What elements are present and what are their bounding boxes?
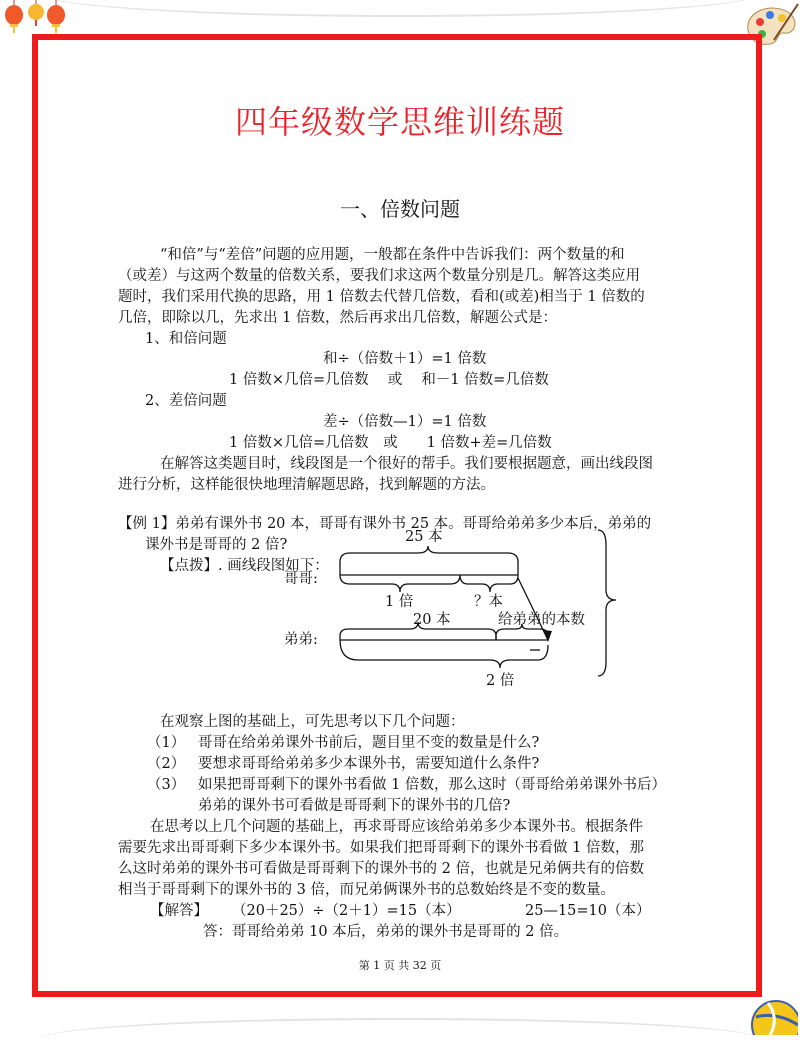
intro-line-4: 几倍，即除以几，先求出 1 倍数，然后再求出几倍数，解题公式是： bbox=[118, 310, 557, 326]
label-20-ben: 20 本 bbox=[413, 612, 451, 628]
intro-line-1: “和倍”与“差倍”问题的应用题，一般都在条件中告诉我们：两个数量的和 bbox=[160, 247, 625, 263]
question-1-text: 哥哥在给弟弟课外书前后，题目里不变的数量是什么? bbox=[198, 735, 540, 751]
method-line-2: 进行分析，这样能很快地理清解题思路，找到解题的方法。 bbox=[118, 477, 495, 493]
section-title: 一、倍数问题 bbox=[340, 197, 460, 221]
brace-question bbox=[460, 575, 518, 592]
brace-two-times bbox=[340, 640, 548, 668]
label-younger: 弟弟: bbox=[284, 632, 318, 648]
question-2-text: 要想求哥哥给弟弟多少本课外书，需要知道什么条件? bbox=[198, 756, 540, 772]
brace-one-times bbox=[340, 575, 460, 592]
answer-calc-2: 25—15=10（本） bbox=[525, 903, 651, 919]
label-gift: 给弟弟的本数 bbox=[498, 612, 585, 628]
label-brother: 哥哥: bbox=[284, 571, 318, 587]
sum-formula-2: 1 倍数×几倍=几倍数 或 和－1 倍数=几倍数 bbox=[229, 372, 549, 388]
analysis-line-4: 相当于哥哥剩下的课外书的 3 倍，而兄弟俩课外书的总数始终是不变的数量。 bbox=[118, 882, 615, 898]
question-2-num: （2） bbox=[147, 756, 186, 772]
analysis-line-1: 在思考以上几个问题的基础上，再求哥哥应该给弟弟多少本课外书。根据条件 bbox=[150, 819, 643, 835]
example-line-1: 【例 1】弟弟有课外书 20 本，哥哥有课外书 25 本。哥哥给弟弟多少本后，弟弟的 bbox=[118, 516, 652, 532]
question-3-text: 如果把哥哥剩下的课外书看做 1 倍数，那么这时（哥哥给弟弟课外书后） bbox=[198, 777, 666, 793]
right-big-brace bbox=[598, 530, 616, 676]
analysis-line-2: 需要先求出哥哥剩下多少本课外书。如果我们把哥哥剩下的课外书看做 1 倍数，那 bbox=[118, 840, 644, 856]
intro-line-3: 题时，我们采用代换的思路，用 1 倍数去代替几倍数，看和(或差)相当于 1 倍数的 bbox=[118, 289, 645, 305]
label-25-ben: 25 本 bbox=[405, 529, 443, 545]
analysis-line-3: 么这时弟弟的课外书可看做是哥哥剩下的课外书的 2 倍，也就是兄弟俩共有的倍数 bbox=[118, 861, 644, 877]
page-title: 四年级数学思维训练题 bbox=[234, 103, 565, 141]
method-line-1: 在解答这类题目时，线段图是一个很好的帮手。我们要根据题意，画出线段图 bbox=[160, 456, 653, 472]
answer-label: 【解答】 bbox=[150, 903, 208, 919]
sum-formula-1: 和÷（倍数＋1）=1 倍数 bbox=[323, 351, 487, 367]
diff-formula-2: 1 倍数×几倍=几倍数 或 1 倍数+差=几倍数 bbox=[229, 435, 552, 451]
question-3-continued: 弟弟的课外书可看做是哥哥剩下的课外书的几倍? bbox=[198, 798, 511, 814]
label-question-ben: ？本 bbox=[474, 594, 503, 610]
label-one-times: 1 倍 bbox=[385, 594, 414, 610]
intro-line-2: （或差）与这两个数量的倍数关系，要我们求这两个数量分别是几。解答这类应用 bbox=[118, 268, 640, 284]
question-1-num: （1） bbox=[147, 735, 186, 751]
answer-calc-1: （20＋25）÷（2＋1）=15（本） bbox=[232, 903, 461, 919]
example-line-2: 课外书是哥哥的 2 倍? bbox=[145, 537, 288, 553]
answer-text: 答：哥哥给弟弟 10 本后，弟弟的课外书是哥哥的 2 倍。 bbox=[203, 924, 569, 940]
hint-line: 【点拨】. 画线段图如下： bbox=[160, 558, 329, 574]
diff-formula-1: 差÷（倍数—1）=1 倍数 bbox=[323, 414, 487, 430]
sum-heading: 1、和倍问题 bbox=[145, 331, 227, 347]
question-3-num: （3） bbox=[147, 777, 186, 793]
brace-25-top bbox=[340, 546, 518, 575]
observe-line: 在观察上图的基础上，可先思考以下几个问题： bbox=[160, 714, 465, 730]
label-two-times: 2 倍 bbox=[486, 673, 515, 689]
page-footer: 第 1 页 共 32 页 bbox=[358, 959, 442, 972]
diff-heading: 2、差倍问题 bbox=[145, 393, 227, 409]
